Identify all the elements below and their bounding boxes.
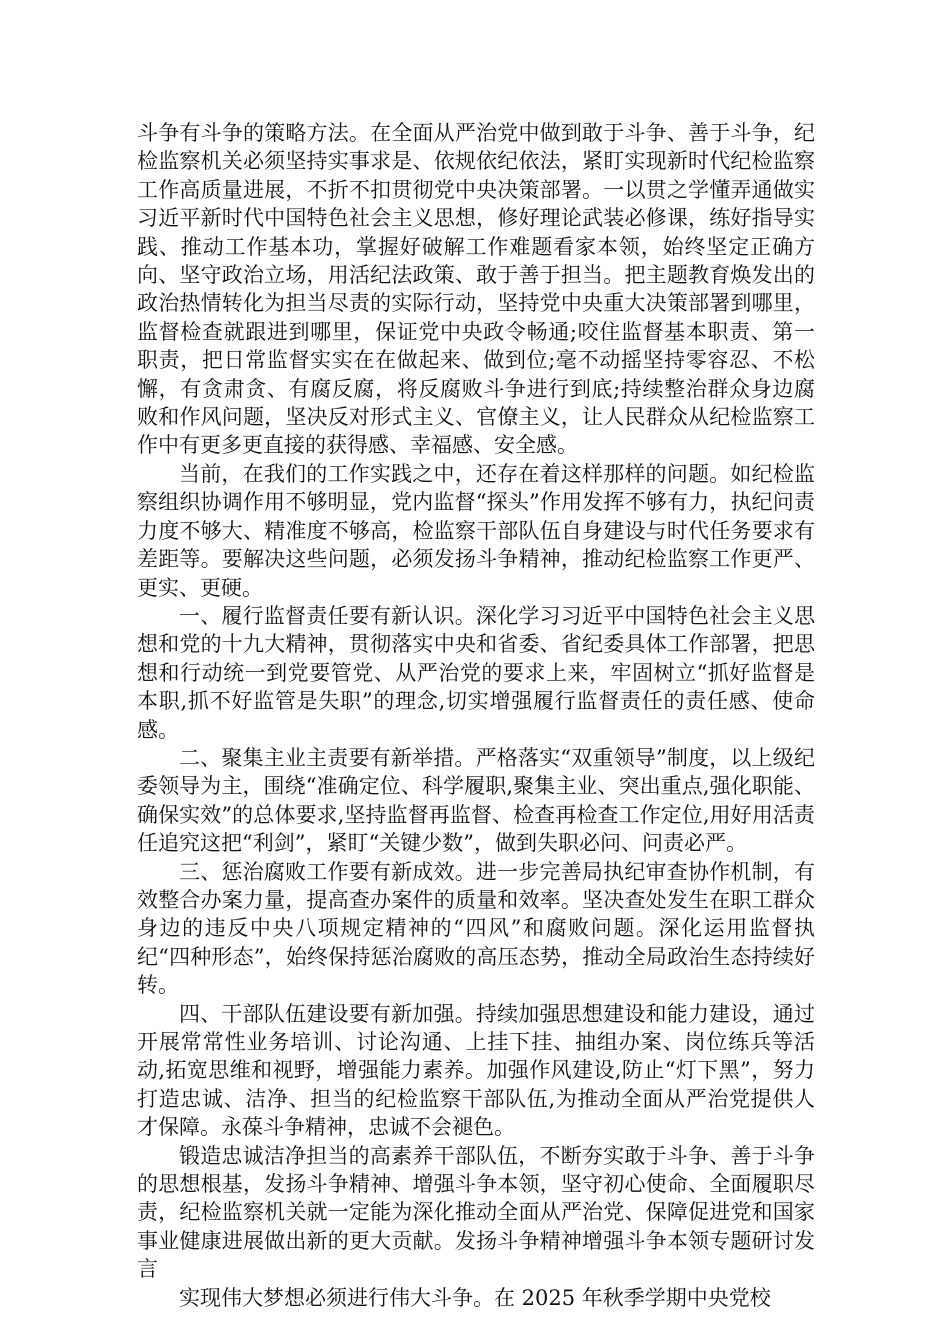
paragraph-7: 锻造忠诚洁净担当的高素养干部队伍，不断夯实敢于斗争、善于斗争的思想根基，发扬斗争精神、增强斗争本领，坚守初心使命、全面履职尽责，纪检监察机关就一定能为深化推动全面从严治党、保障促进党和国家事业健康进展做出新的更大贡献。发扬斗争精神增强斗争本领专题研讨发言 bbox=[137, 1143, 815, 1282]
paragraph-1: 斗争有斗争的策略方法。在全面从严治党中做到敢于斗争、善于斗争，纪检监察机关必须坚持实事求是、依规依纪依法，紧盯实现新时代纪检监察工作高质量进展，不折不扣贯彻党中央决策部署。一以贯之学懂弄通做实习近平新时代中国特色社会主义思想，修好理论武装必修课，练好指导实践、推动工作基本功，掌握好破解工作难题看家本领，始终坚定正确方向、坚守政治立场，用活纪法政策、敢于善于担当。把主题教育焕发出的政治热情转化为担当尽责的实际行动，坚持党中央重大决策部署到哪里，监督检查就跟进到哪里，保证党中央政令畅通;咬住监督基本职责、第一职责，把日常监督实实在在做起来、做到位;毫不动摇坚持零容忍、不松懈，有贪肃贪、有腐反腐，将反腐败斗争进行到底;持续整治群众身边腐败和作风问题，坚决反对形式主义、官僚主义，让人民群众从纪检监察工作中有更多更直接的获得感、幸福感、安全感。 bbox=[137, 121, 815, 458]
paragraph-6: 四、干部队伍建设要有新加强。持续加强思想建设和能力建设，通过开展常常性业务培训、讨论沟通、上挂下挂、抽组办案、岗位练兵等活动,拓宽思维和视野，增强能力素养。加强作风建设,防止“灯下黑”，努力打造忠诚、洁净、担当的纪检监察干部队伍,为推动全面从严治党提供人才保障。永葆斗争精神，忠诚不会褪色。 bbox=[137, 1001, 815, 1140]
paragraph-4: 二、聚集主业主责要有新举措。严格落实“双重领导”制度，以上级纪委领导为主，围绕“准确定位、科学履职,聚集主业、突出重点,强化职能、确保实效”的总体要求,坚持监督再监督、检查再检查工作定位,用好用活责任追究这把“利剑”，紧盯“关键少数”，做到失职必问、问责必严。 bbox=[137, 745, 815, 856]
paragraph-8: 实现伟大梦想必须进行伟大斗争。在 2025 年秋季学期中央党校 bbox=[179, 1285, 771, 1310]
paragraph-3: 一、履行监督责任要有新认识。深化学习习近平中国特色社会主义思想和党的十九大精神，贯彻落实中央和省委、省纪委具体工作部署，把思想和行动统一到党要管党、从严治党的要求上来，牢固树立“抓好监督是本职,抓不好监管是失职”的理念,切实增强履行监督责任的责任感、使命感。 bbox=[137, 603, 815, 742]
paragraph-2: 当前，在我们的工作实践之中，还存在着这样那样的问题。如纪检监察组织协调作用不够明显，党内监督“探头”作用发挥不够有力，执纪问责力度不够大、精准度不够高，检监察干部队伍自身建设与时代任务要求有差距等。要解决这些问题，必须发扬斗争精神，推动纪检监察工作更严、更实、更硬。 bbox=[137, 461, 815, 600]
paragraph-5: 三、惩治腐败工作要有新成效。进一步完善局执纪审查协作机制，有效整合办案力量，提高查办案件的质量和效率。坚决查处发生在职工群众身边的违反中央八项规定精神的“四风”和腐败问题。深化运用监督执纪“四种形态”，始终保持惩治腐败的高压态势，推动全局政治生态持续好转。 bbox=[137, 859, 815, 998]
document-body bbox=[137, 119, 815, 1312]
